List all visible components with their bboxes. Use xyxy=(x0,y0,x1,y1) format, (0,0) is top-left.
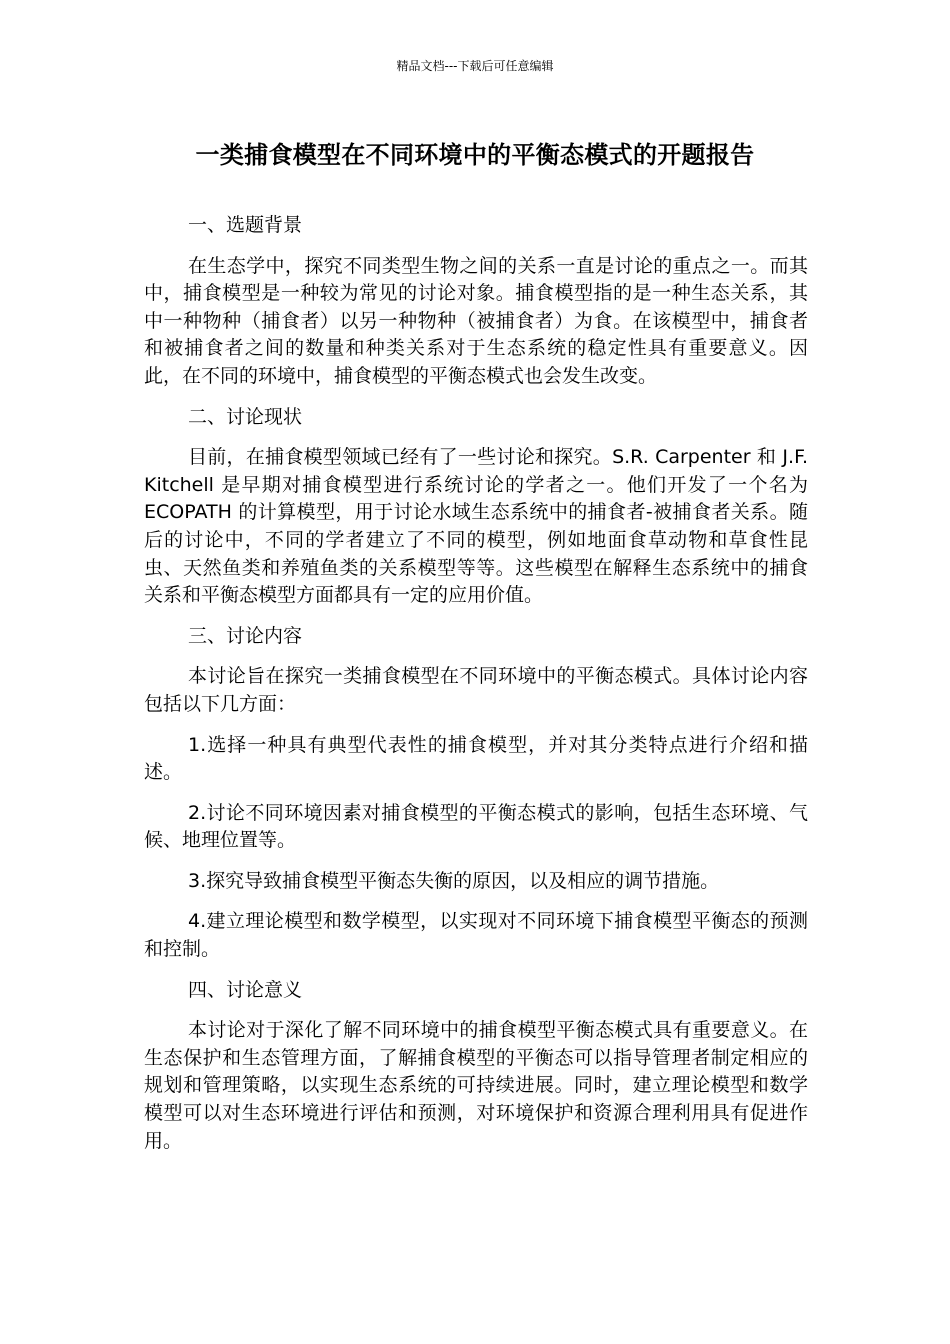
section-heading-significance: 四、讨论意义 xyxy=(188,978,303,1001)
section-heading-background: 一、选题背景 xyxy=(188,214,303,236)
paragraph: 在生态学中，探究不同类型生物之间的关系一直是讨论的重点之一。而其中，捕食模型是一种较为常见的讨论对象。捕食模型指的是一种生态关系，其中一种物种（捕食者）以另一种物种（被捕食者）为食。在该模型中，捕食者和被捕食者之间的数量和种类关系对于生态系统的稳定性具有重要意义。因此，在不同的环境中，捕食模型的平衡态模式也会发生改变。 xyxy=(144,254,808,387)
list-item: 4.建立理论模型和数学模型，以实现对不同环境下捕食模型平衡态的预测和控制。 xyxy=(144,910,808,961)
paragraph: 本讨论旨在探究一类捕食模型在不同环境中的平衡态模式。具体讨论内容包括以下几方面： xyxy=(144,665,808,715)
list-item: 1.选择一种具有典型代表性的捕食模型，并对其分类特点进行介绍和描述。 xyxy=(144,733,808,784)
list-item: 2.讨论不同环境因素对捕食模型的平衡态模式的影响，包括生态环境、气候、地理位置等。 xyxy=(144,801,808,852)
document-title: 一类捕食模型在不同环境中的平衡态模式的开题报告 xyxy=(195,141,755,169)
section-heading-content: 三、讨论内容 xyxy=(188,624,303,647)
document-body xyxy=(144,212,808,1168)
section-heading-status: 二、讨论现状 xyxy=(188,405,303,428)
page-header: 精品文档---下载后可任意编辑 xyxy=(396,59,554,73)
paragraph: 目前，在捕食模型领域已经有了一些讨论和探究。S.R. Carpenter 和 J.F. Kitchell 是早期对捕食模型进行系统讨论的学者之一。他们开发了一个名为 ECOPATH 的计算模型，用于讨论水域生态系统中的捕食者-被捕食者关系。随后的讨论中，不同的学者建立了不同的模型，例如地面食草动物和草食性昆虫、天然鱼类和养殖鱼类的关系模型等等。这些模型在解释生态系统中的捕食关系和平衡态模型方面都具有一定的应用价值。 xyxy=(144,446,808,607)
paragraph: 本讨论对于深化了解不同环境中的捕食模型平衡态模式具有重要意义。在生态保护和生态管理方面，了解捕食模型的平衡态可以指导管理者制定相应的规划和管理策略，以实现生态系统的可持续进展。同时，建立理论模型和数学模型可以对生态环境进行评估和预测，对环境保护和资源合理利用具有促进作用。 xyxy=(144,1019,808,1152)
list-item: 3.探究导致捕食模型平衡态失衡的原因，以及相应的调节措施。 xyxy=(188,869,720,892)
